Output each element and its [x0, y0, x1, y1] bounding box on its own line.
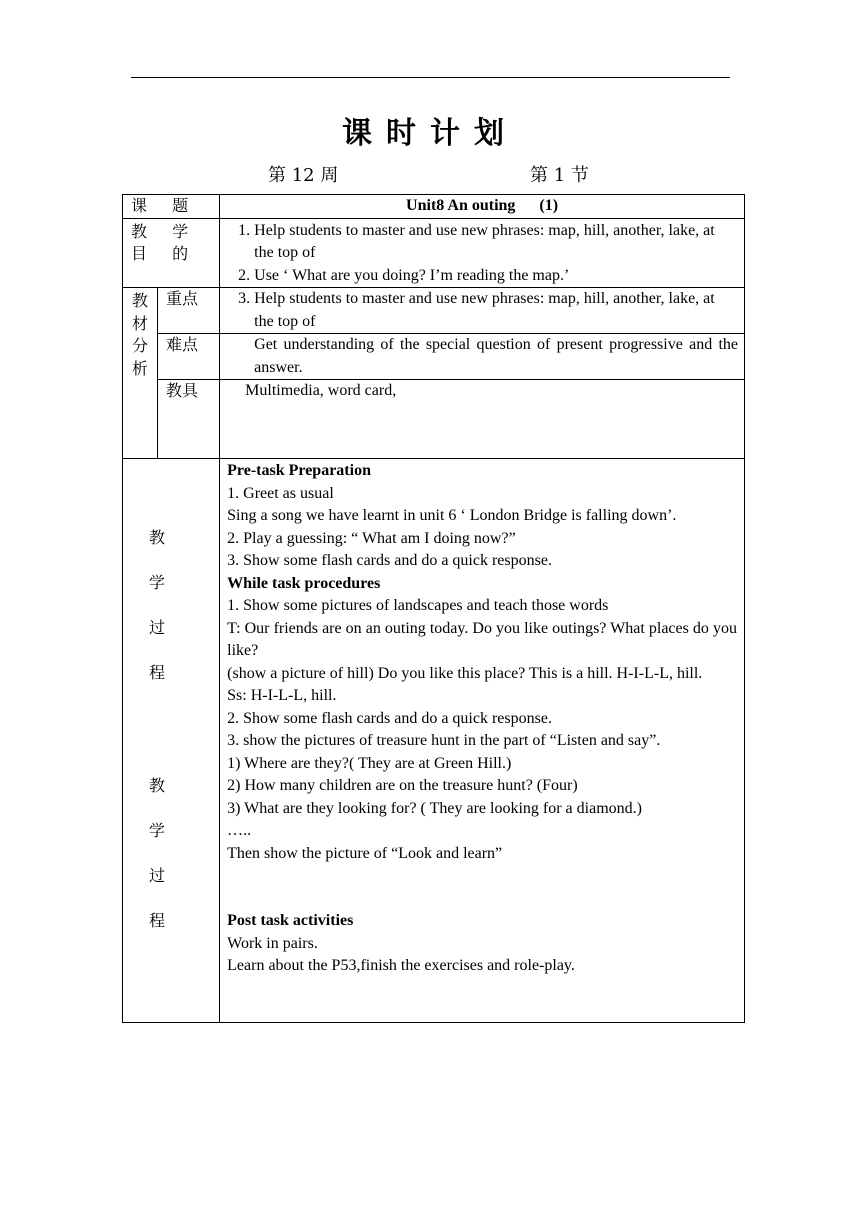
- page-title: 课时计划: [342, 116, 518, 151]
- tools-cell: [220, 380, 745, 459]
- tools-row: [123, 380, 745, 459]
- difficulty-text: Get understanding of the special question of present progressive and the answer.: [254, 336, 738, 376]
- key-points-row: [123, 288, 745, 334]
- goal-item: 2. Use ‘ What are you doing? I’m reading the map.’: [254, 265, 738, 288]
- process-section-heading: While task procedures: [227, 574, 381, 592]
- process-char: 过: [149, 866, 166, 885]
- process-char: 过: [149, 618, 166, 637]
- analysis-char: 分: [132, 336, 149, 355]
- process-char: 教: [149, 776, 166, 795]
- process-line: [227, 888, 737, 911]
- process-char: 学: [149, 821, 166, 840]
- process-cell: [220, 459, 745, 1023]
- goal-item: 1. Help students to master and use new phrases: map, hill, another, lake, at the top of: [254, 220, 738, 265]
- process-line: T: Our friends are on an outing today. Do you like outings? What places do you like?: [227, 619, 737, 659]
- process-char: 程: [149, 663, 166, 682]
- process-label: [123, 459, 220, 1023]
- difficulty-label: 难点: [158, 334, 220, 380]
- process-row: [123, 459, 745, 1023]
- tools-label: 教具: [158, 380, 220, 459]
- process-char: 程: [149, 911, 166, 930]
- process-line: 1. Greet as usual: [227, 484, 334, 502]
- process-line: [227, 865, 737, 888]
- process-line: 3. Show some flash cards and do a quick response.: [227, 552, 552, 569]
- week-label: 第 12 周: [268, 165, 339, 186]
- goals-row: [123, 218, 745, 288]
- topic-row: [123, 195, 745, 219]
- process-line: 2. Show some flash cards and do a quick response.: [227, 709, 552, 727]
- process-char: 学: [149, 573, 166, 592]
- header-rule: [131, 77, 730, 78]
- process-line: Sing a song we have learnt in unit 6 ‘ London Bridge is falling down’.: [227, 507, 677, 524]
- analysis-char: 教: [132, 291, 149, 310]
- lesson-plan-table: [122, 194, 745, 1023]
- difficulty-cell: [220, 334, 745, 380]
- goals-cell: [220, 218, 745, 288]
- process-section-heading: Pre-task Preparation: [227, 462, 371, 479]
- process-line: 2. Play a guessing: “ What am I doing now?”: [227, 529, 516, 547]
- tools-text: Multimedia, word card,: [245, 382, 397, 399]
- goals-label-line2: 目 的: [131, 244, 199, 263]
- analysis-char: 材: [132, 313, 149, 333]
- goals-label-line1: 教 学: [131, 221, 199, 241]
- goals-list: [220, 220, 744, 288]
- analysis-char: 析: [132, 358, 149, 378]
- topic-label: 课 题: [123, 195, 220, 219]
- difficulty-row: [123, 334, 745, 380]
- period-label: 第 1 节: [530, 165, 589, 186]
- process-line: Learn about the P53,finish the exercises and role-play.: [227, 957, 575, 974]
- goals-label: [123, 218, 220, 288]
- process-line: 2) How many children are on the treasure hunt? (Four): [227, 777, 578, 794]
- process-line: Work in pairs.: [227, 934, 318, 952]
- process-line: …..: [227, 822, 252, 839]
- process-line: 3. show the pictures of treasure hunt in the part of “Listen and say”.: [227, 732, 661, 749]
- process-line: Then show the picture of “Look and learn”: [227, 844, 503, 862]
- process-line: 1) Where are they?( They are at Green Hill.): [227, 754, 512, 772]
- process-line: 3) What are they looking for? ( They are looking for a diamond.): [227, 799, 642, 817]
- analysis-label: [123, 288, 158, 459]
- key-item: 3. Help students to master and use new phrases: map, hill, another, lake, at the top of: [254, 288, 738, 333]
- key-list: [220, 288, 744, 333]
- process-char: 教: [149, 528, 166, 547]
- process-body: [227, 460, 737, 978]
- process-line: 1. Show some pictures of landscapes and teach those words: [227, 597, 609, 614]
- process-line: Ss: H-I-L-L, hill.: [227, 687, 337, 704]
- process-line: (show a picture of hill) Do you like this place? This is a hill. H-I-L-L, hill.: [227, 664, 703, 682]
- topic-value: Unit8 An outing (1): [220, 195, 745, 219]
- key-cell: [220, 288, 745, 334]
- process-section-heading: Post task activities: [227, 912, 354, 929]
- key-label: 重点: [158, 288, 220, 334]
